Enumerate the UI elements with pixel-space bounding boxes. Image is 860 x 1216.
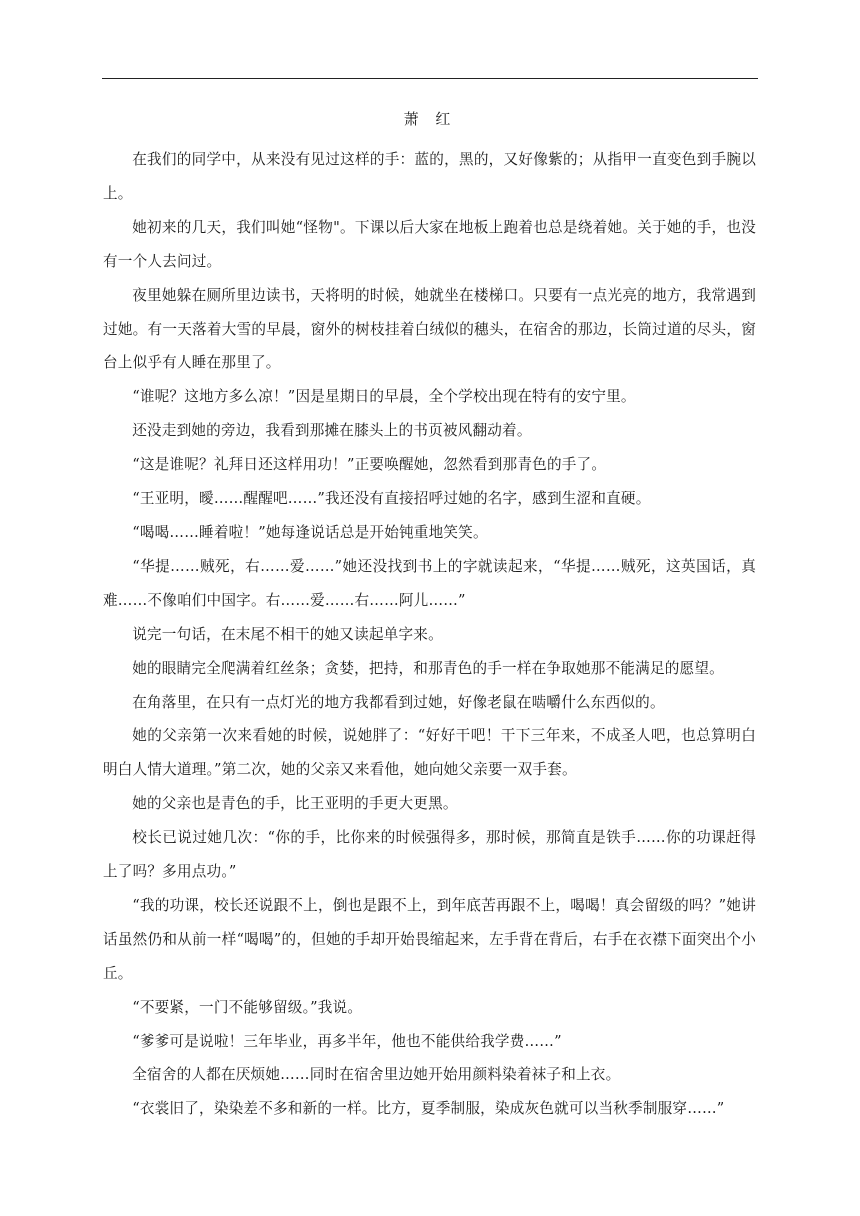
- header-rule: [102, 78, 758, 79]
- article-body: [103, 143, 756, 1126]
- paragraph: “我的功课，校长还说跟不上，倒也是跟不上，到年底苦再跟不上，喝喝！真会留级的吗？”她讲话虽然仍和从前一样“喝喝”的，但她的手却开始畏缩起来，左手背在背后，右手在衣襟下面突出个小丘。: [103, 896, 756, 982]
- paragraph: 她的父亲也是青色的手，比王亚明的手更大更黑。: [132, 795, 458, 813]
- paragraph: “这是谁呢？礼拜日还这样用功！”正要唤醒她，忽然看到那青色的手了。: [132, 456, 607, 474]
- paragraph: 在我们的同学中，从来没有见过这样的手：蓝的，黑的，又好像紫的；从指甲一直变色到手腕以上。: [103, 151, 756, 202]
- paragraph: “王亚明，曖……醒醒吧……”我还没有直接招呼过她的名字，感到生涩和直硬。: [132, 490, 651, 508]
- paragraph: 她的父亲第一次来看她的时候，说她胖了：“好好干吧！干下三年来，不成圣人吧，也总算明白明白人情大道理。”第二次，她的父亲又来看他，她向她父亲要一双手套。: [103, 727, 756, 779]
- paragraph: “谁呢？这地方多么凉！”因是星期日的早晨，全个学校出现在特有的安宁里。: [132, 388, 636, 406]
- paragraph: 夜里她躲在厕所里边读书，天将明的时候，她就坐在楼梯口。只要有一点光亮的地方，我常遇到过她。有一天落着大雪的早晨，窗外的树枝挂着白绒似的穗头，在宿舍的那边，长筒过道的尽头，窗台上似乎有人睡在那里了。: [103, 286, 756, 372]
- paragraph: “喝喝……睡着啦！”她每逢说话总是开始钝重地笑笑。: [132, 523, 488, 541]
- paragraph: 全宿舍的人都在厌烦她……同时在宿舍里边她开始用颜料染着袜子和上衣。: [132, 1066, 621, 1084]
- page-title: 萧 红: [403, 110, 457, 128]
- paragraph: 她的眼睛完全爬满着红丝条；贪婪，把持，和那青色的手一样在争取她那不能满足的愿望。: [132, 659, 724, 677]
- paragraph: “不要紧，一门不能够留级。”我说。: [132, 998, 363, 1016]
- paragraph: “华提……贼死，右……爱……”她还没找到书上的字就读起来，“华提……贼死，这英国话，真难……不像咱们中国字。右……爱……右……阿儿……”: [103, 557, 756, 609]
- paragraph: 在角落里，在只有一点灯光的地方我都看到过她，好像老鼠在啮嚼什么东西似的。: [132, 693, 665, 711]
- paragraph: 她初来的几天，我们叫她“怪物"。下课以后大家在地板上跑着也总是绕着她。关于她的手，也没有一个人去问过。: [103, 218, 756, 270]
- paragraph: “衣裳旧了，染染差不多和新的一样。比方，夏季制服，染成灰色就可以当秋季制服穿……”: [132, 1100, 725, 1118]
- paragraph: “爹爹可是说啦！三年毕业，再多半年，他也不能供给我学费……”: [132, 1032, 562, 1050]
- paragraph: 校长已说过她几次：“你的手，比你来的时候强得多，那时候，那简直是铁手……你的功课赶得上了吗？多用点功。”: [103, 829, 756, 881]
- paragraph: 说完一句话，在末尾不相干的她又读起单字来。: [132, 625, 443, 643]
- paragraph: 还没走到她的旁边，我看到那摊在膝头上的书页被风翻动着。: [132, 422, 532, 440]
